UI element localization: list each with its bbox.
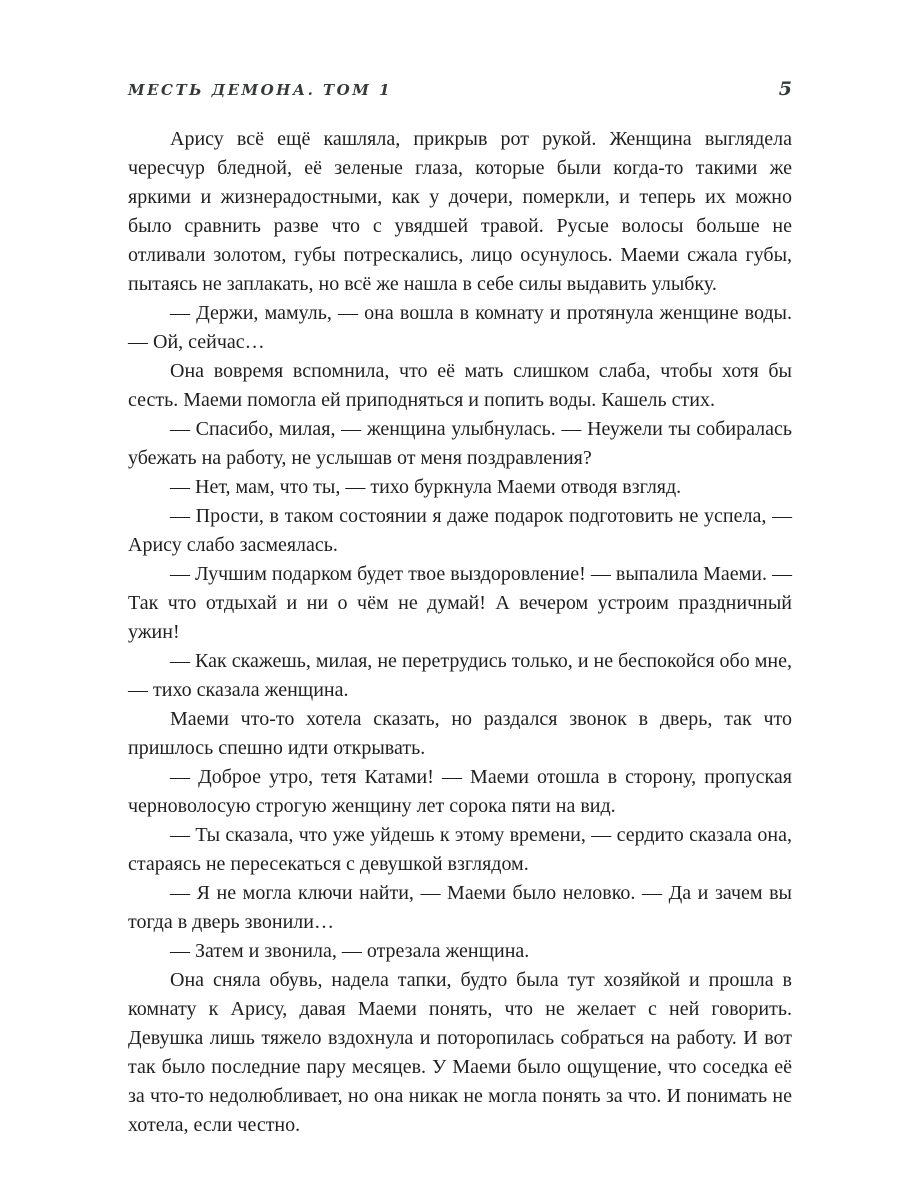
paragraph-dialogue: — Лучшим подарком будет твое выздоровление! — выпалила Маеми. — Так что отдыхай и ни о чём не думай! А вечером устроим праздничный ужин! [128, 563, 792, 643]
paragraph: Маеми что-то хотела сказать, но раздался звонок в дверь, так что пришлось спешно идти открывать. [128, 708, 792, 759]
paragraph-dialogue: — Прости, в таком состоянии я даже подарок подготовить не успела, — Арису слабо засмеялась. [128, 505, 792, 556]
paragraph-dialogue: — Я не могла ключи найти, — Маеми было неловко. — Да и зачем вы тогда в дверь звонили… [128, 882, 792, 933]
page-number: 5 [778, 78, 792, 100]
book-title: МЕСТЬ ДЕМОНА. ТОМ 1 [128, 81, 393, 99]
paragraph-dialogue: — Затем и звонила, — отрезала женщина. [170, 940, 530, 962]
paragraph-dialogue: — Доброе утро, тетя Катами! — Маеми отошла в сторону, пропуская черноволосую строгую женщину лет сорока пяти на вид. [128, 766, 792, 817]
page-body-text [128, 125, 792, 1140]
paragraph-dialogue: — Держи, мамуль, — она вошла в комнату и протянула женщине воды. — Ой, сейчас… [128, 302, 792, 353]
paragraph: Она сняла обувь, надела тапки, будто была тут хозяйкой и прошла в комнату к Арису, давая Маеми понять, что не желает с ней говорить. Девушка лишь тяжело вздохнула и поторопилась собраться на работу. И вот так было последние пару месяцев. У Маеми было ощущение, что соседка её за что-то недолюбливает, но она никак не могла понять за что. И понимать не хотела, если честно. [128, 969, 792, 1136]
paragraph-dialogue: — Ты сказала, что уже уйдешь к этому времени, — сердито сказала она, стараясь не пересекаться с девушкой взглядом. [128, 824, 792, 875]
paragraph-dialogue: — Как скажешь, милая, не перетрудись только, и не беспокойся обо мне, — тихо сказала женщина. [128, 650, 792, 701]
paragraph-dialogue: — Нет, мам, что ты, — тихо буркнула Маеми отводя взгляд. [170, 476, 682, 498]
paragraph: Арису всё ещё кашляла, прикрыв рот рукой. Женщина выглядела чересчур бледной, её зеленые глаза, которые были когда-то такими же яркими и жизнерадостными, как у дочери, померкли, и теперь их можно было сравнить разве что с увядшей травой. Русые волосы больше не отливали золотом, губы потрескались, лицо осунулось. Маеми сжала губы, пытаясь не заплакать, но всё же нашла в себе силы выдавить улыбку. [128, 128, 792, 295]
paragraph: Она вовремя вспомнила, что её мать слишком слаба, чтобы хотя бы сесть. Маеми помогла ей приподняться и попить воды. Кашель стих. [128, 360, 792, 411]
page-header [128, 78, 792, 100]
paragraph-dialogue: — Спасибо, милая, — женщина улыбнулась. — Неужели ты собиралась убежать на работу, не услышав от меня поздравления? [128, 418, 792, 469]
